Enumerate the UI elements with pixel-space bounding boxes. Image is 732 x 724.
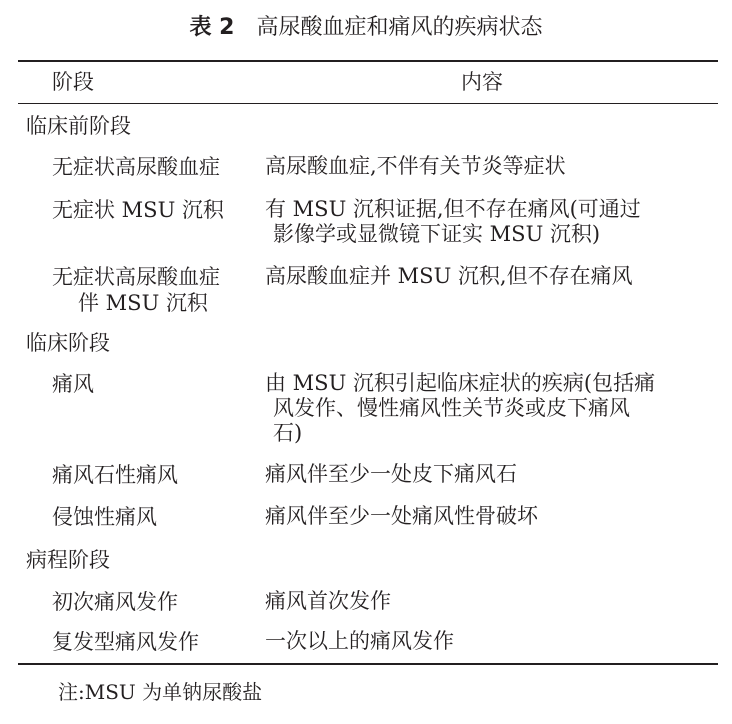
stage-label-line2: 伴 MSU 沉积 [78, 291, 208, 315]
header-content: 内容 [461, 70, 503, 94]
section-course: 病程阶段 [26, 548, 110, 572]
content-line: 石) [273, 421, 303, 445]
content-line: 高尿酸血症,不伴有关节炎等症状 [265, 154, 566, 178]
content-line: 有 MSU 沉积证据,但不存在痛风(可通过 [265, 197, 641, 221]
header-rule [18, 103, 718, 104]
content-erosive-gout [265, 504, 705, 529]
content-line: 痛风伴至少一处痛风性骨破坏 [265, 504, 538, 528]
content-line: 影像学或显微镜下证实 MSU 沉积) [273, 222, 601, 246]
stage-label: 痛风 [52, 372, 94, 396]
table-footnote: 注:MSU 为单钠尿酸盐 [58, 680, 263, 704]
content-line: 由 MSU 沉积引起临床症状的疾病(包括痛 [265, 371, 656, 395]
stage-label: 痛风石性痛风 [52, 463, 178, 487]
stage-asymptomatic-msu [52, 197, 257, 223]
content-tophaceous-gout [265, 462, 705, 487]
table-number: 表 2 [189, 15, 235, 40]
stage-asymptomatic-hyperuricemia [52, 154, 257, 180]
header-stage: 阶段 [52, 70, 94, 94]
stage-gout [52, 371, 257, 397]
stage-label: 初次痛风发作 [52, 590, 178, 614]
section-preclinical: 临床前阶段 [26, 114, 131, 138]
stage-label-line1: 无症状高尿酸血症 [52, 265, 220, 289]
stage-recurrent-flare [52, 629, 257, 655]
content-asymptomatic-msu [265, 197, 705, 247]
content-asymptomatic-hyperuricemia [265, 154, 705, 179]
stage-hyperuricemia-with-msu [52, 264, 257, 316]
stage-label: 无症状 MSU 沉积 [52, 198, 224, 222]
bottom-rule [18, 663, 718, 665]
section-clinical: 临床阶段 [26, 331, 110, 355]
content-line: 痛风伴至少一处皮下痛风石 [265, 462, 517, 486]
stage-erosive-gout [52, 504, 257, 530]
content-line: 风发作、慢性痛风性关节炎或皮下痛风 [273, 396, 630, 420]
content-first-flare [265, 589, 705, 614]
content-line: 痛风首次发作 [265, 589, 391, 613]
stage-tophaceous-gout [52, 462, 257, 488]
table-title [0, 12, 732, 44]
content-line: 高尿酸血症并 MSU 沉积,但不存在痛风 [265, 264, 633, 288]
top-rule [18, 60, 718, 62]
content-line: 一次以上的痛风发作 [265, 629, 454, 653]
content-gout [265, 371, 705, 446]
stage-label: 复发型痛风发作 [52, 630, 199, 654]
content-recurrent-flare [265, 629, 705, 654]
stage-label: 侵蚀性痛风 [52, 505, 157, 529]
stage-first-flare [52, 589, 257, 615]
table-title-text: 高尿酸血症和痛风的疾病状态 [256, 15, 543, 40]
stage-label: 无症状高尿酸血症 [52, 155, 220, 179]
content-hyperuricemia-with-msu [265, 264, 705, 289]
